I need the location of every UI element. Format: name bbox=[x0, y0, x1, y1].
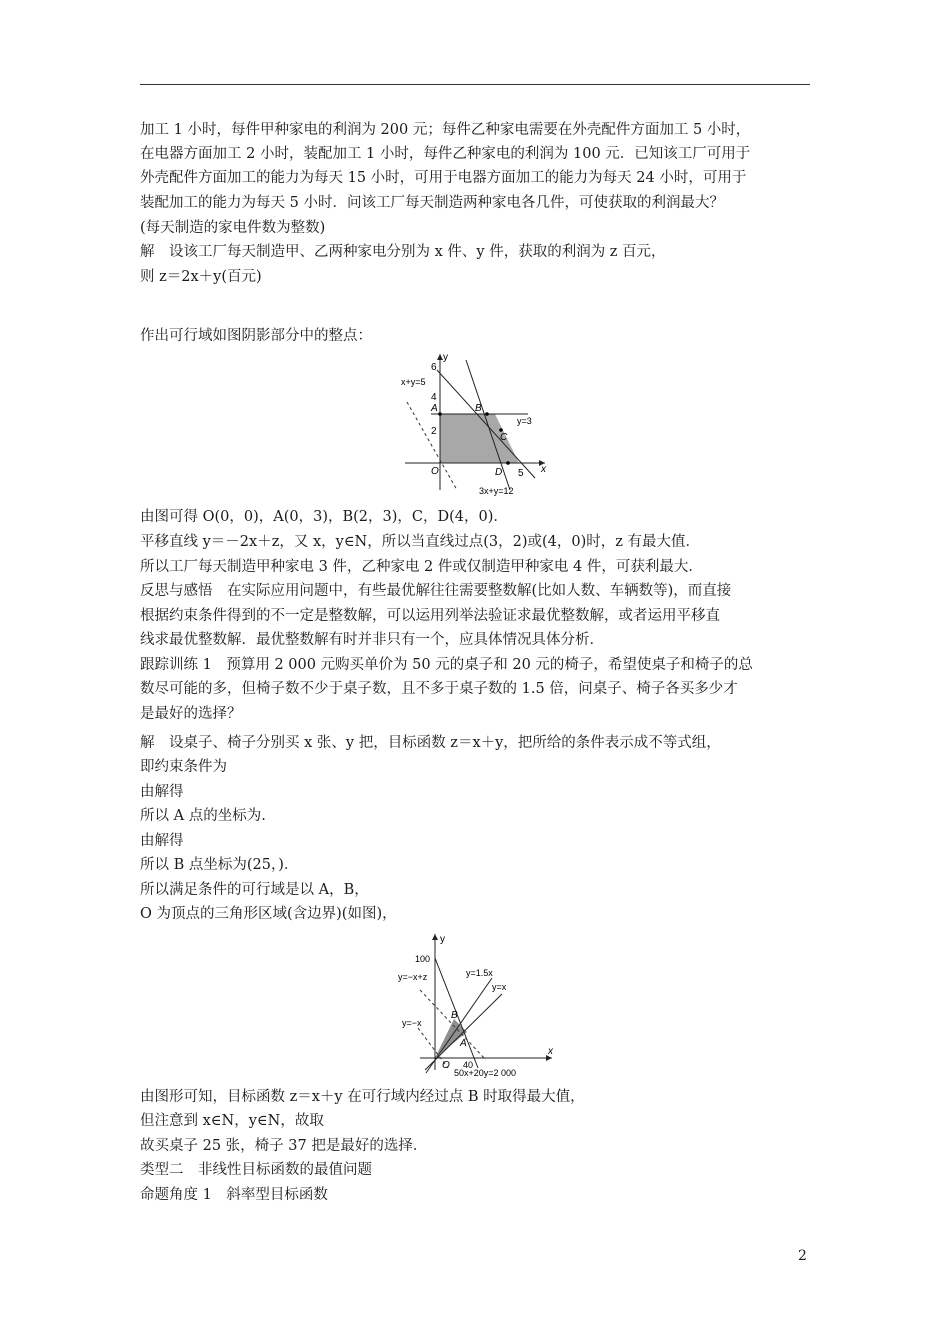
tick-100: 100 bbox=[415, 954, 431, 964]
region-text-2: O 为顶点的三角形区域(含边界)(如图)， bbox=[140, 906, 397, 922]
y-axis-arrow bbox=[432, 934, 438, 940]
feasible-region-figure-2 bbox=[390, 928, 570, 1078]
x-axis-label: x bbox=[548, 1046, 553, 1057]
paragraph-5: (每天制造的家电件数为整数) bbox=[140, 220, 326, 236]
exercise-line-3: 是最好的选择？ bbox=[140, 706, 242, 722]
integer-note-text: 但注意到 x∈N，y∈N，故取 bbox=[140, 1113, 324, 1129]
label-c: C bbox=[500, 432, 508, 443]
reflection-line-1: 反思与感悟 在实际应用问题中，有些最优解往往需要整数解(比如人数、车辆数等)，而直接 bbox=[140, 583, 732, 599]
y-axis-label: y bbox=[443, 352, 448, 363]
tick-6: 6 bbox=[431, 362, 437, 373]
line-y-x bbox=[425, 994, 502, 1070]
graph-conclusion-text: 由图形可知，目标函数 z＝x＋y 在可行域内经过点 B 时取得最大值， bbox=[140, 1089, 585, 1105]
tick-5: 5 bbox=[518, 468, 524, 479]
label-o: O bbox=[442, 1060, 450, 1071]
figure-intro: 作出可行域如图阴影部分中的整点： bbox=[140, 328, 372, 344]
label-b: B bbox=[451, 1010, 458, 1021]
header-rule bbox=[140, 84, 810, 85]
label-3x-plus-y-12: 3x+y=12 bbox=[479, 486, 514, 496]
paragraph-1: 加工 1 小时，每件甲种家电的利润为 200 元；每件乙种家电需要在外壳配件方面加工 5 小时， bbox=[140, 122, 751, 138]
x-axis-label: x bbox=[541, 464, 546, 475]
label-a: A bbox=[431, 403, 438, 414]
answer-text: 故买桌子 25 张，椅子 37 把是最好的选择． bbox=[140, 1138, 428, 1154]
label-y-x: y=x bbox=[492, 982, 507, 992]
paragraph-2: 在电器方面加工 2 小时，装配加工 1 小时，每件乙种家电的利润为 100 元．已知该工厂可用于 bbox=[140, 146, 751, 162]
label-a: A bbox=[460, 1038, 467, 1049]
point-d bbox=[506, 461, 510, 465]
label-y-1-5x: y=1.5x bbox=[466, 968, 493, 978]
region-text-1: 所以满足条件的可行域是以 A，B， bbox=[140, 882, 369, 898]
label-budget-line: 50x+20y=2 000 bbox=[454, 1068, 517, 1078]
label-y-3: y=3 bbox=[517, 416, 532, 426]
reflection-line-3: 线求最优整数解．最优整数解有时并非只有一个，应具体情况具体分析． bbox=[140, 632, 604, 648]
exercise-solution-line-2: 即约束条件为 bbox=[140, 759, 227, 775]
label-objective-line: y=−x+z bbox=[398, 972, 428, 982]
label-d: D bbox=[495, 467, 503, 478]
point-b bbox=[485, 412, 489, 416]
point-a-text: 所以 A 点的坐标为. bbox=[140, 808, 266, 824]
paragraph-3: 外壳配件方面加工的能力为每天 15 小时，可用于电器方面加工的能力为每天 24 小时，可用于 bbox=[140, 170, 747, 186]
translate-line-text: 平移直线 y＝－2x＋z，又 x，y∈N，所以当直线过点(3，2)或(4，0)时，z 有最大值． bbox=[140, 534, 701, 550]
y-axis-label: y bbox=[440, 934, 445, 945]
label-o: O bbox=[431, 466, 439, 477]
label-neg-x-line: y=−x bbox=[402, 1018, 422, 1028]
subsection-heading-1: 命题角度 1 斜率型目标函数 bbox=[140, 1187, 328, 1203]
tick-4: 4 bbox=[431, 392, 437, 403]
reflection-line-2: 根据约束条件得到的不一定是整数解，可以运用列举法验证求最优整数解，或者运用平移直 bbox=[140, 608, 720, 624]
solve-text-1: 由解得 bbox=[140, 784, 184, 800]
conclusion-text: 所以工厂每天制造甲种家电 3 件，乙种家电 2 件或仅制造甲种家电 4 件，可获利最大． bbox=[140, 559, 703, 575]
solve-text-2: 由解得 bbox=[140, 833, 184, 849]
tick-40: 40 bbox=[463, 1060, 474, 1070]
point-b-text: 所以 B 点坐标为(25，)． bbox=[140, 857, 299, 873]
label-b: B bbox=[475, 403, 482, 414]
exercise-line-2: 数尽可能的多，但椅子数不少于桌子数，且不多于桌子数的 1.5 倍，问桌子、椅子各买多少才 bbox=[140, 681, 738, 697]
section-heading-type-2: 类型二 非线性目标函数的最值问题 bbox=[140, 1162, 372, 1178]
tick-2: 2 bbox=[431, 426, 437, 437]
page-number: 2 bbox=[798, 1248, 807, 1264]
paragraph-4: 装配加工的能力为每天 5 小时．问该工厂每天制造两种家电各几件，可使获取的利润最大？ bbox=[140, 195, 724, 211]
solution-line-1: 解 设该工厂每天制造甲、乙两种家电分别为 x 件、y 件，获取的利润为 z 百元， bbox=[140, 244, 666, 260]
label-x-plus-y-5: x+y=5 bbox=[401, 377, 426, 387]
point-a bbox=[438, 412, 442, 416]
solution-line-2: 则 z＝2x＋y(百元) bbox=[140, 269, 262, 285]
points-text: 由图可得 O(0，0)，A(0，3)，B(2，3)，C，D(4，0)． bbox=[140, 509, 508, 525]
exercise-line-1: 跟踪训练 1 预算用 2 000 元购买单价为 50 元的桌子和 20 元的椅子，希望使桌子和椅子的总 bbox=[140, 657, 753, 673]
feasible-region-figure-1 bbox=[395, 350, 570, 500]
exercise-solution-line-1: 解 设桌子、椅子分别买 x 张、y 把，目标函数 z＝x＋y，把所给的条件表示成不等式组， bbox=[140, 735, 721, 751]
